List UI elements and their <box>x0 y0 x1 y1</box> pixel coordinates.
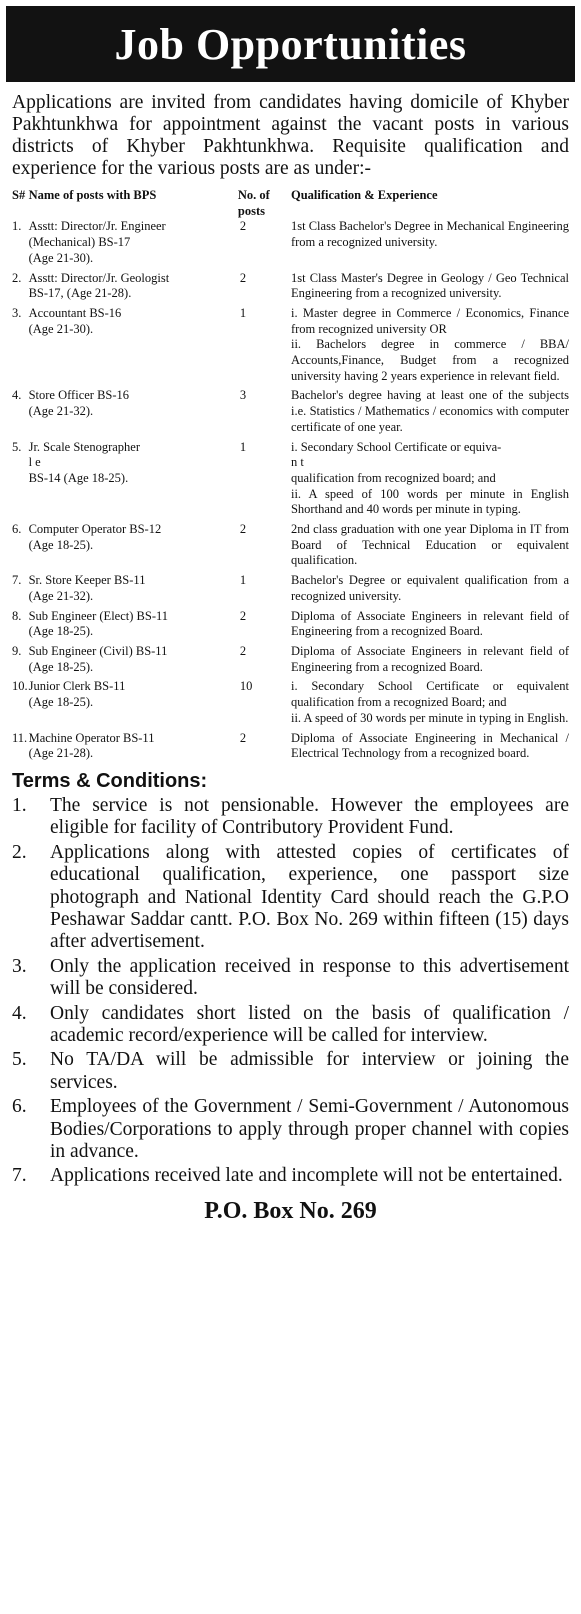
header-no-of-posts: No. of posts <box>237 188 270 218</box>
advertisement-page <box>0 6 581 1614</box>
row-post-name-text: Machine Operator BS-11 (Age 21-28). <box>28 730 155 761</box>
list-item <box>12 1003 569 1048</box>
table-row <box>0 306 581 389</box>
row-post-name <box>29 388 238 439</box>
row-post-name-text: Computer Operator BS-12 (Age 18-25). <box>28 522 162 552</box>
term-text: Only the application received in response to this advertisement will be considered. <box>50 955 569 1000</box>
term-number: 3. <box>12 955 27 977</box>
row-post-name <box>29 219 238 270</box>
row-qualification <box>291 731 581 766</box>
term-text: The service is not pensionable. However the employees are eligible for facility of Contributory Provident Fund. <box>50 794 569 839</box>
row-no-of-posts-text: 10 <box>239 679 253 694</box>
terms-heading: Terms & Conditions: <box>12 769 208 792</box>
row-no-of-posts-text: 2 <box>239 608 247 623</box>
row-sn <box>0 679 29 730</box>
table-row <box>0 679 581 730</box>
row-qualification <box>291 440 581 523</box>
row-post-name-text: Sub Engineer (Civil) BS-11 (Age 18-25). <box>28 643 168 674</box>
row-no-of-posts <box>238 731 291 766</box>
header-sn: S# <box>12 188 26 202</box>
row-post-name-text: Sub Engineer (Elect) BS-11 (Age 18-25). <box>28 608 169 639</box>
row-sn-text: 8. <box>12 608 22 623</box>
row-sn-text: 3. <box>12 305 22 320</box>
row-post-name <box>29 679 238 730</box>
row-no-of-posts-text: 3 <box>239 388 247 403</box>
term-number: 7. <box>12 1165 27 1187</box>
row-no-of-posts <box>238 522 291 573</box>
table-row <box>0 388 581 439</box>
table-row <box>0 609 581 644</box>
row-qualification-text: i. Secondary School Certificate or equivalent qualification from a recognized Board; and ii. A speed of 30 words per minute in typing in English. <box>290 679 569 725</box>
table-row <box>0 644 581 679</box>
row-sn <box>0 440 29 523</box>
row-sn <box>0 306 29 389</box>
row-qualification-text: Diploma of Associate Engineering in Mechanical / Electrical Technology from a recognized board. <box>290 730 569 761</box>
row-sn-text: 10. <box>12 679 28 694</box>
row-sn <box>0 573 29 608</box>
row-no-of-posts <box>238 609 291 644</box>
row-no-of-posts-text: 1 <box>239 439 247 454</box>
row-sn-text: 7. <box>12 573 22 588</box>
table-row <box>0 573 581 608</box>
row-sn-text: 9. <box>12 643 22 658</box>
row-no-of-posts-text: 2 <box>239 522 247 537</box>
list-item <box>12 1165 569 1187</box>
po-box-footer: P.O. Box No. 269 <box>204 1197 377 1224</box>
table-row <box>0 522 581 573</box>
row-no-of-posts <box>238 679 291 730</box>
row-qualification <box>291 573 581 608</box>
row-qualification <box>291 609 581 644</box>
row-qualification-text: 1st Class Master's Degree in Geology / Geo Technical Engineering from a recognized university. <box>290 270 569 301</box>
row-sn <box>0 731 29 766</box>
row-qualification <box>291 388 581 439</box>
row-no-of-posts <box>238 388 291 439</box>
table-row <box>0 219 581 270</box>
row-post-name-text: Store Officer BS-16 (Age 21-32). <box>28 388 130 419</box>
row-post-name-text: Sr. Store Keeper BS-11 (Age 21-32). <box>28 573 146 603</box>
table-header-row <box>0 188 581 219</box>
row-no-of-posts-text: 1 <box>239 573 247 588</box>
row-qualification-text: 1st Class Bachelor's Degree in Mechanical Engineering from a recognized university. <box>290 219 569 250</box>
row-qualification <box>291 522 581 573</box>
row-post-name-text: Asstt: Director/Jr. Geologist BS-17, (Age 21-28). <box>28 270 170 301</box>
header-qualification: Qualification & Experience <box>290 188 438 202</box>
row-qualification-text: Diploma of Associate Engineers in relevant field of Engineering from a recognized Board. <box>290 608 569 639</box>
row-sn <box>0 522 29 573</box>
row-qualification-text: Bachelor's Degree or equivalent qualification from a recognized university. <box>290 573 569 603</box>
row-post-name-text: Accountant BS-16 (Age 21-30). <box>28 305 122 336</box>
row-qualification <box>291 644 581 679</box>
row-post-name <box>29 306 238 389</box>
row-post-name <box>29 271 238 306</box>
term-number: 4. <box>12 1002 27 1024</box>
row-no-of-posts <box>238 644 291 679</box>
row-sn <box>0 271 29 306</box>
posts-table-body <box>0 219 581 766</box>
term-number: 2. <box>12 841 27 863</box>
row-sn <box>0 388 29 439</box>
row-sn <box>0 609 29 644</box>
row-sn <box>0 219 29 270</box>
terms-list <box>0 795 581 1188</box>
row-post-name <box>29 573 238 608</box>
row-post-name-text: Jr. Scale Stenographer l e BS-14 (Age 18-25). <box>28 439 141 485</box>
row-post-name-text: Asstt: Director/Jr. Engineer (Mechanical) BS-17 (Age 21-30). <box>28 219 166 265</box>
term-number: 6. <box>12 1096 27 1118</box>
table-row <box>0 731 581 766</box>
row-sn <box>0 644 29 679</box>
row-qualification-text: Bachelor's degree having at least one of the subjects i.e. Statistics / Mathematics / economics with computer certificate of one year. <box>290 388 569 434</box>
row-post-name-text: Junior Clerk BS-11 (Age 18-25). <box>28 679 126 710</box>
row-no-of-posts-text: 2 <box>239 730 247 745</box>
row-no-of-posts <box>238 219 291 270</box>
row-no-of-posts-text: 2 <box>239 270 247 285</box>
row-post-name <box>29 644 238 679</box>
term-number: 5. <box>12 1049 27 1071</box>
row-no-of-posts <box>238 440 291 523</box>
row-qualification-text: 2nd class graduation with one year Diploma in IT from Board of Technical Education or equivalent qualification. <box>290 522 569 568</box>
intro-paragraph: Applications are invited from candidates having domicile of Khyber Pakhtunkhwa for appointment against the vacant posts in various districts of Khyber Pakhtunkhwa. Requisite qualification and experience for the various posts are as under:- <box>12 92 569 179</box>
row-sn-text: 2. <box>12 270 22 285</box>
row-post-name <box>29 609 238 644</box>
row-qualification <box>291 679 581 730</box>
row-sn-text: 1. <box>12 219 22 234</box>
row-qualification-text: Diploma of Associate Engineers in relevant field of Engineering from a recognized Board. <box>290 643 569 674</box>
row-qualification-text: i. Secondary School Certificate or equiva- n t qualification from recognized board; and ii. A speed of 100 words per minute in English Shorthand and 40 words per minute in typing. <box>290 439 569 517</box>
table-row <box>0 271 581 306</box>
row-no-of-posts <box>238 573 291 608</box>
list-item <box>12 795 569 840</box>
row-qualification <box>291 271 581 306</box>
list-item <box>12 1049 569 1094</box>
list-item <box>12 1096 569 1163</box>
row-no-of-posts-text: 2 <box>239 219 247 234</box>
term-text: Applications along with attested copies of certificates of educational qualification, experience, one passport size photograph and National Identity Card should reach the G.P.O Peshawar Saddar cantt. P.O. Box No. 269 within fifteen (15) days after advertisement. <box>50 841 569 953</box>
term-text: Employees of the Government / Semi-Government / Autonomous Bodies/Corporations to apply through proper channel with copies in advance. <box>50 1096 569 1162</box>
page-title: Job Opportunities <box>6 6 575 82</box>
term-text: No TA/DA will be admissible for interview or joining the services. <box>50 1049 569 1093</box>
term-text: Applications received late and incomplete will not be entertained. <box>50 1165 563 1187</box>
row-post-name <box>29 440 238 523</box>
row-post-name <box>29 731 238 766</box>
row-qualification-text: i. Master degree in Commerce / Economics, Finance from recognized university OR ii. Bachelors degree in commerce / BBA/ Accounts,Finance, Budget from a recognized university having 2 years experience in relevant field. <box>290 305 569 383</box>
row-post-name <box>29 522 238 573</box>
header-post-name: Name of posts with BPS <box>28 188 157 202</box>
term-number: 1. <box>12 794 27 816</box>
row-no-of-posts-text: 1 <box>239 305 247 320</box>
row-sn-text: 11. <box>12 730 28 745</box>
row-qualification <box>291 219 581 270</box>
row-sn-text: 6. <box>12 522 22 537</box>
table-row <box>0 440 581 523</box>
row-no-of-posts <box>238 306 291 389</box>
term-text: Only candidates short listed on the basis of qualification / academic record/experience will be called for interview. <box>50 1002 569 1046</box>
list-item <box>12 956 569 1001</box>
list-item <box>12 842 569 954</box>
row-no-of-posts-text: 2 <box>239 643 247 658</box>
row-sn-text: 4. <box>12 388 22 403</box>
posts-table <box>0 188 581 766</box>
row-no-of-posts <box>238 271 291 306</box>
row-qualification <box>291 306 581 389</box>
row-sn-text: 5. <box>12 439 22 454</box>
